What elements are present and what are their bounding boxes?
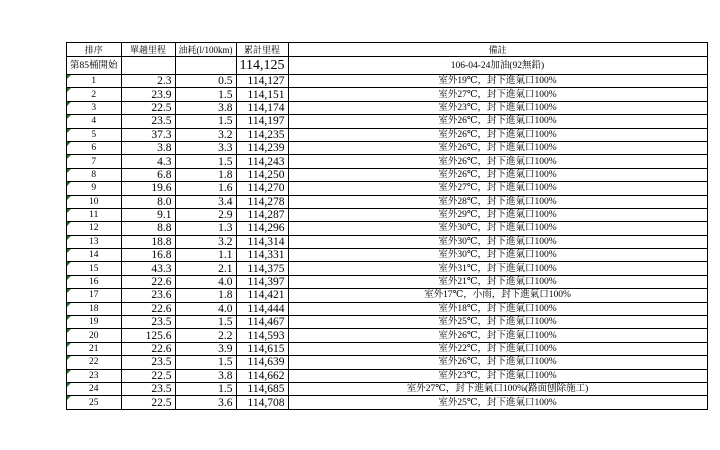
comment-marker-icon [67,102,71,106]
fuel-cell[interactable]: 1.5 [175,316,236,329]
note-cell[interactable]: 室外17℃，小雨，封下進氣口100% [288,289,707,302]
note-cell[interactable]: 室外29℃，封下進氣口100% [288,208,707,221]
start-note[interactable]: 106-04-24加油(92無鉛) [288,57,707,75]
note-cell[interactable]: 室外26℃，封下進氣口100% [288,168,707,181]
trip-km-cell[interactable]: 43.3 [121,262,175,275]
start-total[interactable]: 114,125 [236,57,288,75]
table-row [67,75,708,88]
total-km-cell[interactable]: 114,421 [236,289,288,302]
comment-marker-icon [67,75,71,79]
row-index-cell[interactable]: 1 [67,75,122,88]
row-index-cell[interactable]: 4 [67,115,122,128]
trip-km-cell[interactable]: 22.5 [121,101,175,114]
row-index-cell[interactable]: 22 [67,356,122,369]
row-index-cell[interactable]: 8 [67,168,122,181]
note-cell[interactable]: 室外26℃，封下進氣口100% [288,329,707,342]
trip-km-cell[interactable]: 125.6 [121,329,175,342]
header-trip-km[interactable]: 單趟里程 [121,43,175,57]
table-row [67,369,708,382]
note-cell[interactable]: 室外26℃，封下進氣口100% [288,141,707,154]
table-row [67,115,708,128]
table-row [67,101,708,114]
row-index-cell[interactable]: 21 [67,342,122,355]
fuel-cell[interactable]: 2.2 [175,329,236,342]
total-km-cell[interactable]: 114,615 [236,342,288,355]
fuel-cell[interactable]: 1.8 [175,289,236,302]
fuel-cell[interactable]: 1.3 [175,222,236,235]
note-cell[interactable]: 室外25℃，封下進氣口100% [288,396,707,409]
fuel-cell[interactable]: 1.5 [175,88,236,101]
table-row [67,222,708,235]
fuel-cell[interactable]: 3.8 [175,369,236,382]
total-km-cell[interactable]: 114,375 [236,262,288,275]
fuel-cell[interactable]: 3.6 [175,396,236,409]
total-km-cell[interactable]: 114,593 [236,329,288,342]
row-index-cell[interactable]: 23 [67,369,122,382]
comment-marker-icon [67,209,71,213]
table-row [67,316,708,329]
note-cell[interactable]: 室外27℃，封下進氣口100% [288,88,707,101]
row-index-cell[interactable]: 24 [67,382,122,395]
row-index-cell[interactable]: 6 [67,141,122,154]
comment-marker-icon [67,115,71,119]
trip-km-cell[interactable]: 23.6 [121,289,175,302]
row-index-cell[interactable]: 3 [67,101,122,114]
table-row [67,168,708,181]
table-row [67,302,708,315]
start-label[interactable]: 第85桶開始 [67,57,122,75]
fuel-cell[interactable]: 3.8 [175,101,236,114]
row-index-cell[interactable]: 7 [67,155,122,168]
table-row [67,342,708,355]
total-km-cell[interactable]: 114,197 [236,115,288,128]
note-cell[interactable]: 室外26℃，封下進氣口100% [288,155,707,168]
fuel-cell[interactable]: 1.5 [175,382,236,395]
comment-marker-icon [67,329,71,333]
comment-marker-icon [67,262,71,266]
trip-km-cell[interactable]: 22.5 [121,369,175,382]
trip-km-cell[interactable]: 23.9 [121,88,175,101]
row-index-cell[interactable]: 20 [67,329,122,342]
total-km-cell[interactable]: 114,250 [236,168,288,181]
total-km-cell[interactable]: 114,287 [236,208,288,221]
fuel-cell[interactable]: 2.9 [175,208,236,221]
comment-marker-icon [67,356,71,360]
fuel-cell[interactable]: 1.5 [175,155,236,168]
note-cell[interactable]: 室外27℃，封下進氣口100% [288,182,707,195]
comment-marker-icon [67,196,71,200]
fuel-cell[interactable]: 4.0 [175,275,236,288]
total-km-cell[interactable]: 114,270 [236,182,288,195]
comment-marker-icon [67,182,71,186]
start-row [67,57,708,75]
table-row [67,329,708,342]
table-row [67,356,708,369]
comment-marker-icon [67,303,71,307]
total-km-cell[interactable]: 114,239 [236,141,288,154]
trip-km-cell[interactable]: 19.6 [121,182,175,195]
table-row [67,195,708,208]
note-cell[interactable]: 室外30℃，封下進氣口100% [288,235,707,248]
fuel-cell[interactable]: 1.8 [175,168,236,181]
fuel-cell[interactable]: 3.2 [175,235,236,248]
fuel-cell[interactable]: 3.2 [175,128,236,141]
note-cell[interactable]: 室外31℃，封下進氣口100% [288,262,707,275]
total-km-cell[interactable]: 114,278 [236,195,288,208]
trip-km-cell[interactable]: 18.8 [121,235,175,248]
trip-km-cell[interactable]: 23.5 [121,316,175,329]
row-index-cell[interactable]: 25 [67,396,122,409]
table-row [67,249,708,262]
fuel-log-table [66,42,708,410]
trip-km-cell[interactable]: 6.8 [121,168,175,181]
fuel-cell[interactable]: 1.1 [175,249,236,262]
fuel-cell[interactable]: 4.0 [175,302,236,315]
row-index-cell[interactable]: 2 [67,88,122,101]
spreadsheet [66,42,708,410]
total-km-cell[interactable]: 114,314 [236,235,288,248]
total-km-cell[interactable]: 114,685 [236,382,288,395]
note-cell[interactable]: 室外26℃，封下進氣口100% [288,128,707,141]
comment-marker-icon [67,142,71,146]
trip-km-cell[interactable]: 3.8 [121,141,175,154]
note-cell[interactable]: 室外27℃，封下進氣口100%(路面刨除施工) [288,382,707,395]
total-km-cell[interactable]: 114,296 [236,222,288,235]
total-km-cell[interactable]: 114,639 [236,356,288,369]
table-row [67,396,708,409]
header-row [67,43,708,57]
comment-marker-icon [67,316,71,320]
note-cell[interactable]: 室外26℃，封下進氣口100% [288,356,707,369]
comment-marker-icon [67,370,71,374]
table-row [67,141,708,154]
total-km-cell[interactable]: 114,397 [236,275,288,288]
row-index-cell[interactable]: 15 [67,262,122,275]
trip-km-cell[interactable]: 8.0 [121,195,175,208]
total-km-cell[interactable]: 114,151 [236,88,288,101]
trip-km-cell[interactable]: 23.5 [121,382,175,395]
comment-marker-icon [67,249,71,253]
trip-km-cell[interactable]: 22.6 [121,302,175,315]
table-row [67,235,708,248]
table-row [67,208,708,221]
fuel-cell[interactable]: 2.1 [175,262,236,275]
row-index-cell[interactable]: 16 [67,275,122,288]
comment-marker-icon [67,222,71,226]
comment-marker-icon [67,169,71,173]
note-cell[interactable]: 室外21℃，封下進氣口100% [288,275,707,288]
comment-marker-icon [67,289,71,293]
fuel-cell[interactable]: 3.4 [175,195,236,208]
note-cell[interactable]: 室外22℃，封下進氣口100% [288,342,707,355]
comment-marker-icon [67,343,71,347]
table-row [67,128,708,141]
trip-km-cell[interactable]: 16.8 [121,249,175,262]
note-cell[interactable]: 室外19℃，封下進氣口100% [288,75,707,88]
total-km-cell[interactable]: 114,243 [236,155,288,168]
trip-km-cell[interactable]: 2.3 [121,75,175,88]
total-km-cell[interactable]: 114,331 [236,249,288,262]
trip-km-cell[interactable]: 22.5 [121,396,175,409]
row-index-cell[interactable]: 5 [67,128,122,141]
note-cell[interactable]: 室外23℃，封下進氣口100% [288,101,707,114]
note-cell[interactable]: 室外26℃，封下進氣口100% [288,115,707,128]
note-cell[interactable]: 室外28℃，封下進氣口100% [288,195,707,208]
start-fuel-cell[interactable] [175,57,236,75]
header-total-km[interactable]: 累計里程 [236,43,288,57]
row-index-cell[interactable]: 19 [67,316,122,329]
note-cell[interactable]: 室外23℃，封下進氣口100% [288,369,707,382]
total-km-cell[interactable]: 114,467 [236,316,288,329]
table-row [67,382,708,395]
fuel-cell[interactable]: 1.5 [175,356,236,369]
header-note[interactable]: 備註 [288,43,707,57]
header-fuel[interactable]: 油耗(l/100km) [175,43,236,57]
total-km-cell[interactable]: 114,174 [236,101,288,114]
trip-km-cell[interactable]: 8.8 [121,222,175,235]
row-index-cell[interactable]: 11 [67,208,122,221]
table-row [67,262,708,275]
trip-km-cell[interactable]: 9.1 [121,208,175,221]
trip-km-cell[interactable]: 22.6 [121,275,175,288]
comment-marker-icon [67,155,71,159]
fuel-cell[interactable]: 1.5 [175,115,236,128]
fuel-cell[interactable]: 0.5 [175,75,236,88]
row-index-cell[interactable]: 17 [67,289,122,302]
row-index-cell[interactable]: 12 [67,222,122,235]
row-index-cell[interactable]: 9 [67,182,122,195]
trip-km-cell[interactable]: 37.3 [121,128,175,141]
total-km-cell[interactable]: 114,235 [236,128,288,141]
total-km-cell[interactable]: 114,444 [236,302,288,315]
trip-km-cell[interactable]: 23.5 [121,356,175,369]
table-row [67,289,708,302]
row-index-cell[interactable]: 14 [67,249,122,262]
trip-km-cell[interactable]: 22.6 [121,342,175,355]
header-index[interactable]: 排序 [67,43,122,57]
total-km-cell[interactable]: 114,127 [236,75,288,88]
table-row [67,182,708,195]
fuel-cell[interactable]: 1.6 [175,182,236,195]
total-km-cell[interactable]: 114,662 [236,369,288,382]
comment-marker-icon [67,383,71,387]
table-row [67,155,708,168]
row-index-cell[interactable]: 10 [67,195,122,208]
comment-marker-icon [67,276,71,280]
comment-marker-icon [67,236,71,240]
trip-km-cell[interactable]: 23.5 [121,115,175,128]
comment-marker-icon [67,129,71,133]
note-cell[interactable]: 室外18℃，封下進氣口100% [288,302,707,315]
comment-marker-icon [67,88,71,92]
table-row [67,88,708,101]
note-cell[interactable]: 室外30℃，封下進氣口100% [288,222,707,235]
total-km-cell[interactable]: 114,708 [236,396,288,409]
trip-km-cell[interactable]: 4.3 [121,155,175,168]
table-row [67,275,708,288]
note-cell[interactable]: 室外30℃，封下進氣口100% [288,249,707,262]
comment-marker-icon [67,396,71,400]
row-index-cell[interactable]: 13 [67,235,122,248]
row-index-cell[interactable]: 18 [67,302,122,315]
fuel-cell[interactable]: 3.9 [175,342,236,355]
start-trip-cell[interactable] [121,57,175,75]
note-cell[interactable]: 室外25℃，封下進氣口100% [288,316,707,329]
fuel-cell[interactable]: 3.3 [175,141,236,154]
